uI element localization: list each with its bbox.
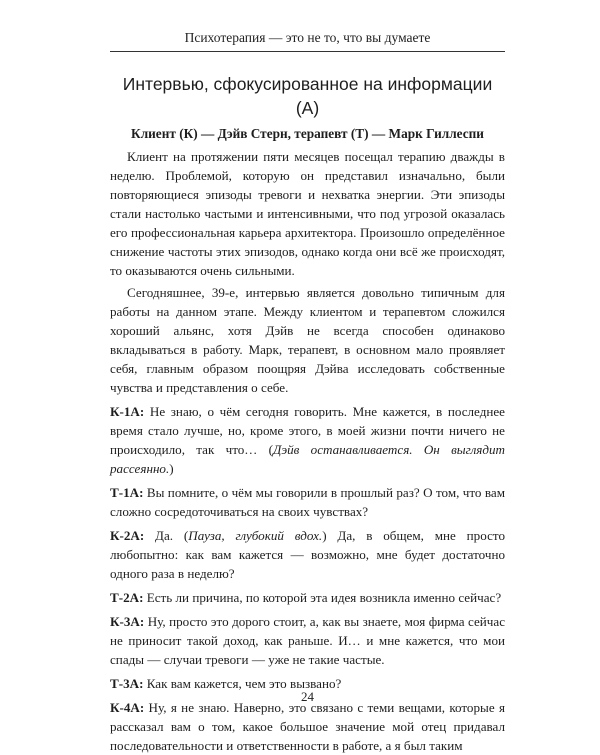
- running-head: Психотерапия — это не то, что вы думаете: [184, 30, 431, 45]
- speaker-label: К-1А:: [110, 404, 145, 419]
- speaker-label: Т-2А:: [110, 590, 144, 605]
- stage-direction: Дэйв останавливается. Он выглядит рассеянно.: [110, 442, 505, 476]
- page-number: 24: [301, 689, 314, 704]
- utterance-text: Есть ли причина, по которой эта идея возникла именно сейчас?: [146, 590, 502, 605]
- section-subtitle: Клиент (К) — Дэйв Стерн, терапевт (Т) — Марк Гиллеспи: [131, 126, 484, 141]
- dialogue-turn-k3: [110, 612, 505, 669]
- page-body: [110, 72, 505, 755]
- speaker-label: Т-1А:: [110, 485, 144, 500]
- section-title: Интервью, сфокусированное на информации (А): [122, 74, 493, 118]
- speaker-label: К-4А:: [110, 700, 145, 715]
- utterance-tail: ): [169, 461, 174, 476]
- utterance-text: Ну, просто это дорого стоит, а, как вы знаете, моя фирма сейчас не приносит такой доход, как раньше. И… и мне кажется, что мои спады — случаи тревоги — уже не такие частые.: [110, 614, 505, 667]
- dialogue-turn-t2: [110, 588, 505, 607]
- utterance-text: Вы помните, о чём мы говорили в прошлый раз? О том, что вам сложно сосредоточиваться на своих чувствах?: [110, 485, 505, 519]
- utterance-pre: Да. (: [155, 528, 189, 543]
- intro-paragraph: Клиент на протяжении пяти месяцев посещал терапию дважды в неделю. Проблемой, которую он представил изначально, были повторяющиеся эпизоды тревоги и нехватка энергии. Эти эпизоды стали настолько частыми и интенсивными, что под угрозой оказалась его профессиональная карьера архитектора. Произошло определённое снижение частоты этих эпизодов, однако когда они всё же происходят, то оказываются очень сильными.: [110, 149, 505, 278]
- utterance-text: Не знаю, о чём сегодня говорить. Мне кажется, в последнее время стало лучше, но, кроме этого, в моей жизни почти ничего не происходило, так что… (: [110, 404, 505, 457]
- speaker-label: К-2А:: [110, 528, 145, 543]
- dialogue-turn-k2: [110, 526, 505, 583]
- speaker-label: Т-3А:: [110, 676, 144, 691]
- dialogue-turn-k1: [110, 402, 505, 478]
- context-paragraph: Сегодняшнее, 39-е, интервью является довольно типичным для работы на данном этапе. Между клиентом и терапевтом сложился хороший альянс, хотя Дэйв не всегда способен одинаково вкладываться в работу. Марк, терапевт, в основном мало проявляет себя, главным образом поощряя Дэйва исследовать собственные чувства и представления о себе.: [110, 285, 505, 395]
- stage-direction: Пауза, глубокий вдох.: [188, 528, 323, 543]
- utterance-text: ) Да, в общем, мне просто любопытно: как вам кажется — возможно, мне будет достаточно одного раза в неделю?: [110, 528, 505, 581]
- utterance-text: Как вам кажется, чем это вызвано?: [146, 676, 342, 691]
- utterance-text: Ну, я не знаю. Наверно, это связано с теми вещами, которые я рассказал вам о том, какое большое значение мой отец придавал последовательности и ответственности в работе, а я был таким: [110, 700, 505, 753]
- header-rule: [110, 51, 505, 52]
- dialogue-turn-t1: [110, 483, 505, 521]
- speaker-label: К-3А:: [110, 614, 145, 629]
- dialogue-turn-k4: [110, 698, 505, 755]
